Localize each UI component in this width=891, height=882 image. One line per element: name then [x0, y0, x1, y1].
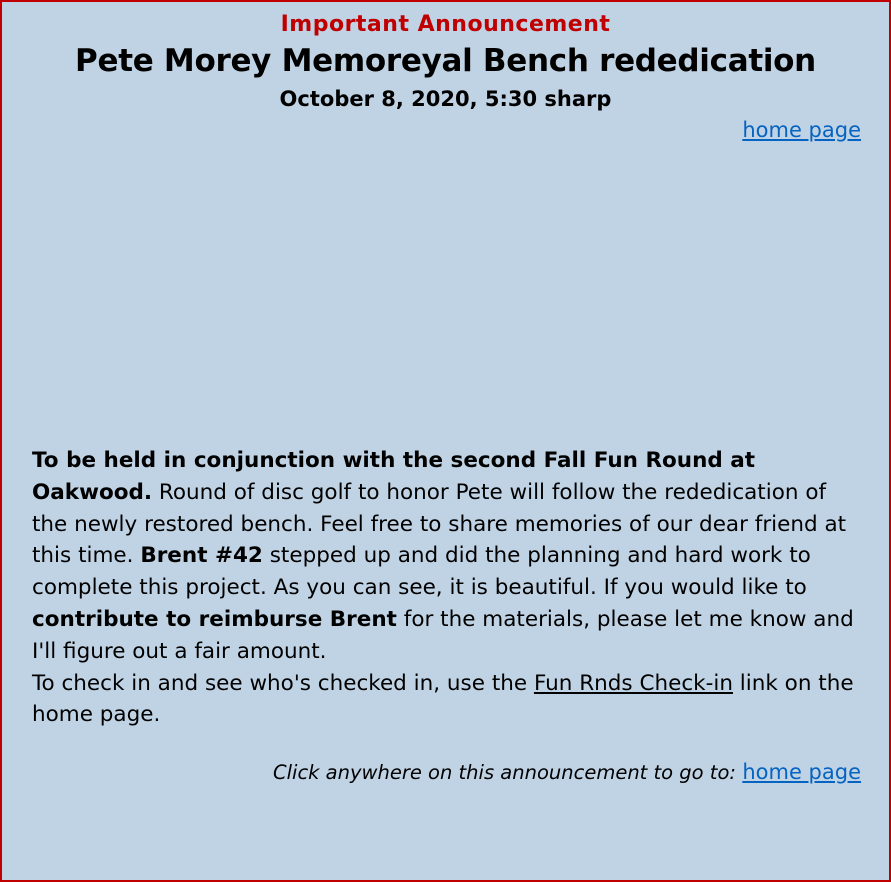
home-page-link-top[interactable]: home page [742, 118, 861, 142]
event-date: October 8, 2020, 5:30 sharp [279, 87, 612, 111]
fun-rnds-checkin-link[interactable]: Fun Rnds Check-in [533, 670, 733, 696]
body-text-2: stepped up and did the planning and hard work to complete this project. As you can see, it is beautiful. If you would like to [32, 543, 811, 601]
body-intro-bold: To be held in conjunction with the second Fall Fun Round at Oakwood. [32, 448, 756, 505]
body-brent-bold: Brent #42 [140, 543, 263, 569]
footer [273, 760, 861, 784]
body-text-1: Round of disc golf to honor Pete will follow the rededication of the newly restored bench. Feel free to share memories of our dear friend at this time. [32, 479, 847, 569]
announcement-label: Important Announcement [280, 12, 611, 37]
page-title: Pete Morey Memoreyal Bench rededication [75, 43, 816, 79]
announcement-body [32, 445, 860, 731]
body-text-5: link on the home page. [32, 670, 854, 728]
body-text-4: To check in and see who's checked in, use the [32, 670, 534, 696]
body-contribute-bold: contribute to reimburse Brent [32, 606, 397, 632]
home-page-link-bottom[interactable]: home page [742, 760, 861, 784]
body-text-3: for the materials, please let me know and I'll figure out a fair amount. [32, 606, 854, 664]
footer-prompt: Click anywhere on this announcement to go to: [273, 761, 736, 784]
